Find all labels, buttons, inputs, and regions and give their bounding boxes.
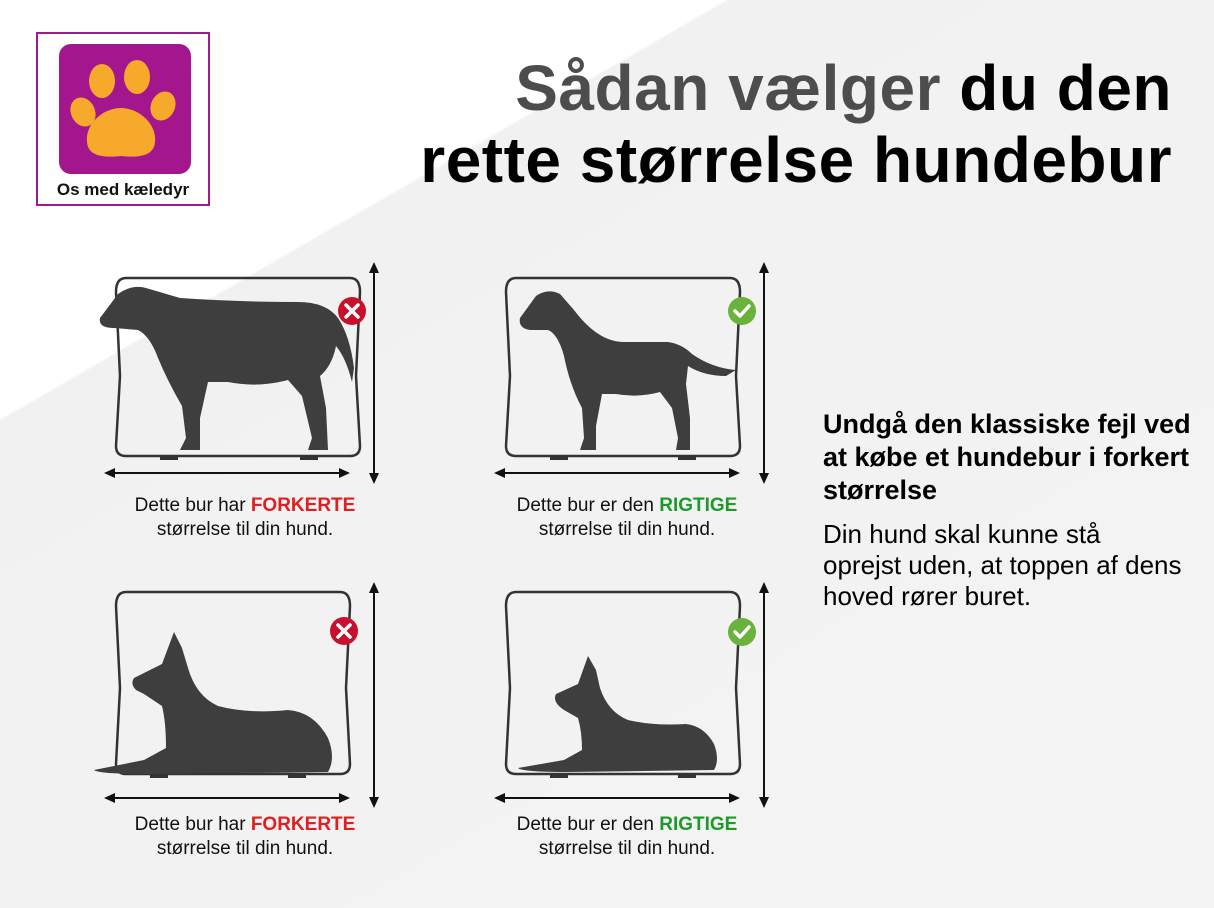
caption-line-2: størrelse til din hund. xyxy=(156,838,334,859)
caption-prefix: Dette bur har xyxy=(134,495,251,516)
caption-4 xyxy=(462,813,792,861)
check-mark-icon xyxy=(728,618,756,646)
logo-tile xyxy=(59,44,191,174)
dog-silhouette-lying xyxy=(518,656,717,772)
caption-line-2: størrelse til din hund. xyxy=(156,519,334,540)
caption-line-2: størrelse til din hund. xyxy=(538,838,716,859)
title-black-part: du den xyxy=(940,52,1172,124)
caption-keyword: RIGTIGE xyxy=(659,814,738,835)
title-line-2: rette størrelse hundebur xyxy=(420,124,1172,196)
caption-prefix: Dette bur er den xyxy=(516,495,660,516)
caption-prefix: Dette bur har xyxy=(134,814,251,835)
tip-heading: Undgå den klassiske fejl ved at købe et hundebur i forkert størrelse xyxy=(823,409,1191,505)
caption-3 xyxy=(80,813,410,861)
caption-prefix: Dette bur er den xyxy=(516,814,660,835)
dog-silhouette-standing xyxy=(520,291,736,450)
logo-text: Os med kæledyr xyxy=(56,180,190,199)
brand-logo xyxy=(36,32,210,206)
caption-2 xyxy=(462,494,792,542)
check-mark-icon xyxy=(728,297,756,325)
tip-body: Din hund skal kunne stå oprejst uden, at toppen af dens hoved rører buret. xyxy=(823,519,1182,611)
dog-silhouette-standing xyxy=(100,287,354,450)
caption-line-2: størrelse til din hund. xyxy=(538,519,716,540)
caption-keyword: FORKERTE xyxy=(250,495,356,516)
caption-keyword: FORKERTE xyxy=(250,814,356,835)
page-title xyxy=(420,52,1172,196)
x-mark-icon xyxy=(338,297,366,325)
caption-1 xyxy=(80,494,410,542)
caption-keyword: RIGTIGE xyxy=(659,495,738,516)
x-mark-icon xyxy=(330,617,358,645)
title-grey-part: Sådan vælger xyxy=(515,52,941,124)
dog-silhouette-lying xyxy=(94,632,332,774)
paw-icon xyxy=(59,44,191,174)
